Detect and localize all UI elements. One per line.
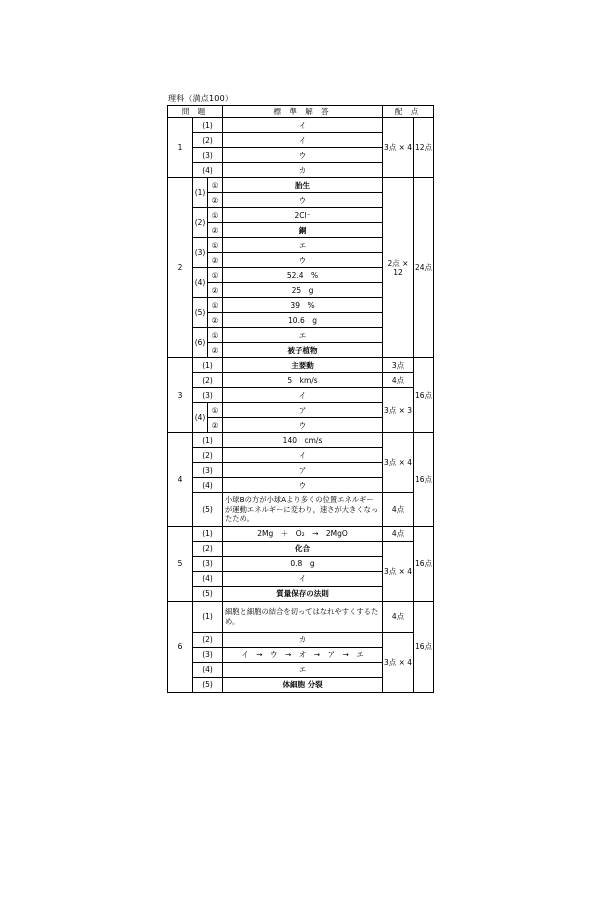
answer-cell: 2Cl⁻ — [223, 208, 383, 223]
section-number: 5 — [168, 526, 193, 601]
answer-cell: ア — [223, 403, 383, 418]
item-mark: ① — [208, 178, 223, 193]
table-row — [168, 178, 434, 193]
points-cell: 3点 — [383, 358, 414, 373]
answer-cell: 化合 — [223, 541, 383, 556]
answer-cell: 銅 — [223, 223, 383, 238]
item-mark: ① — [208, 298, 223, 313]
page-title: 理科（満点100） — [168, 94, 234, 103]
points-cell: 4点 — [383, 526, 414, 541]
sub-number: (1) — [193, 118, 223, 133]
answer-cell: ウ — [223, 478, 383, 493]
section-total: 16点 — [414, 358, 434, 433]
section-number: 6 — [168, 601, 193, 692]
sub-number: (5) — [193, 493, 223, 527]
answer-cell: 体細胞 分裂 — [223, 677, 383, 692]
item-mark: ② — [208, 313, 223, 328]
points-cell: 4点 — [383, 373, 414, 388]
points-cell: 4点 — [383, 493, 414, 527]
answer-cell: イ — [223, 118, 383, 133]
sub-number: (4) — [193, 163, 223, 178]
sub-number: (3) — [193, 463, 223, 478]
table-row — [168, 118, 434, 133]
answer-cell: 被子植物 — [223, 343, 383, 358]
section-number: 3 — [168, 358, 193, 433]
answer-cell: エ — [223, 662, 383, 677]
item-mark: ② — [208, 343, 223, 358]
item-mark: ① — [208, 208, 223, 223]
sub-number: (1) — [193, 601, 223, 632]
sub-number: (6) — [193, 328, 208, 358]
section-total: 16点 — [414, 433, 434, 527]
answer-cell: 細胞と細胞の結合を切ってはなれやすくするため。 — [223, 601, 383, 632]
sub-number: (4) — [193, 403, 208, 433]
section-total: 16点 — [414, 601, 434, 692]
item-mark: ① — [208, 403, 223, 418]
item-mark: ① — [208, 328, 223, 343]
sub-number: (4) — [193, 571, 223, 586]
answer-cell: 39 % — [223, 298, 383, 313]
header-question: 問 題 — [168, 106, 223, 118]
sub-number: (2) — [193, 208, 208, 238]
sub-number: (3) — [193, 556, 223, 571]
answer-cell: ア — [223, 463, 383, 478]
sub-number: (1) — [193, 433, 223, 448]
sub-number: (2) — [193, 448, 223, 463]
answer-cell: 52.4 % — [223, 268, 383, 283]
answer-cell: イ — [223, 133, 383, 148]
table-row — [168, 358, 434, 373]
answer-cell: 140 cm/s — [223, 433, 383, 448]
answer-cell: イ — [223, 388, 383, 403]
sub-number: (4) — [193, 662, 223, 677]
section-number: 2 — [168, 178, 193, 358]
sub-number: (4) — [193, 478, 223, 493]
sub-number: (1) — [193, 358, 223, 373]
sub-number: (1) — [193, 178, 208, 208]
sub-number: (5) — [193, 298, 208, 328]
answer-cell: カ — [223, 163, 383, 178]
answer-cell: 25 g — [223, 283, 383, 298]
answer-table — [167, 105, 434, 693]
answer-cell: イ — [223, 571, 383, 586]
item-mark: ① — [208, 268, 223, 283]
header-answer: 標 準 解 答 — [223, 106, 383, 118]
sub-number: (3) — [193, 148, 223, 163]
table-row — [168, 601, 434, 632]
points-each: 3点 × 4 — [383, 632, 414, 692]
points-each: 3点 × 4 — [383, 118, 414, 178]
answer-cell: ウ — [223, 418, 383, 433]
answer-cell: イ — [223, 448, 383, 463]
answer-cell: エ — [223, 328, 383, 343]
table-row — [168, 541, 434, 556]
section-total: 16点 — [414, 526, 434, 601]
answer-cell: ウ — [223, 193, 383, 208]
table-row — [168, 388, 434, 403]
answer-cell: エ — [223, 238, 383, 253]
sub-number: (4) — [193, 268, 208, 298]
table-row — [168, 373, 434, 388]
answer-cell: 2Mg ＋ O₂ → 2MgO — [223, 526, 383, 541]
points-each: 3点 × 4 — [383, 541, 414, 601]
table-row — [168, 433, 434, 448]
item-mark: ① — [208, 238, 223, 253]
sub-number: (1) — [193, 526, 223, 541]
sub-number: (3) — [193, 647, 223, 662]
table-row — [168, 493, 434, 527]
answer-cell: 胎生 — [223, 178, 383, 193]
answer-cell: ウ — [223, 148, 383, 163]
sub-number: (5) — [193, 677, 223, 692]
answer-cell: 10.6 g — [223, 313, 383, 328]
answer-cell: カ — [223, 632, 383, 647]
points-each: 2点 × 12 — [383, 178, 414, 358]
header-points: 配 点 — [383, 106, 434, 118]
section-total: 12点 — [414, 118, 434, 178]
section-number: 4 — [168, 433, 193, 527]
answer-cell: 0.8 g — [223, 556, 383, 571]
answer-cell: 主要動 — [223, 358, 383, 373]
table-header — [168, 106, 434, 118]
table-row — [168, 526, 434, 541]
section-number: 1 — [168, 118, 193, 178]
answer-cell: 小球Bの方が小球Aより多くの位置エネルギーが運動エネルギーに変わり，速さが大きくなったため。 — [223, 493, 383, 527]
item-mark: ② — [208, 193, 223, 208]
sub-number: (2) — [193, 632, 223, 647]
points-cell: 4点 — [383, 601, 414, 632]
sub-number: (5) — [193, 586, 223, 601]
sub-number: (2) — [193, 373, 223, 388]
answer-cell: 質量保存の法則 — [223, 586, 383, 601]
table-row — [168, 632, 434, 647]
answer-cell: 5 km/s — [223, 373, 383, 388]
answer-cell: ウ — [223, 253, 383, 268]
sub-number: (2) — [193, 133, 223, 148]
section-total: 24点 — [414, 178, 434, 358]
points-each: 3点 × 3 — [383, 388, 414, 433]
points-each: 3点 × 4 — [383, 433, 414, 493]
item-mark: ② — [208, 223, 223, 238]
answer-cell: イ → ウ → オ → ア → エ — [223, 647, 383, 662]
sub-number: (3) — [193, 238, 208, 268]
item-mark: ② — [208, 283, 223, 298]
item-mark: ② — [208, 253, 223, 268]
sub-number: (3) — [193, 388, 223, 403]
item-mark: ② — [208, 418, 223, 433]
sub-number: (2) — [193, 541, 223, 556]
